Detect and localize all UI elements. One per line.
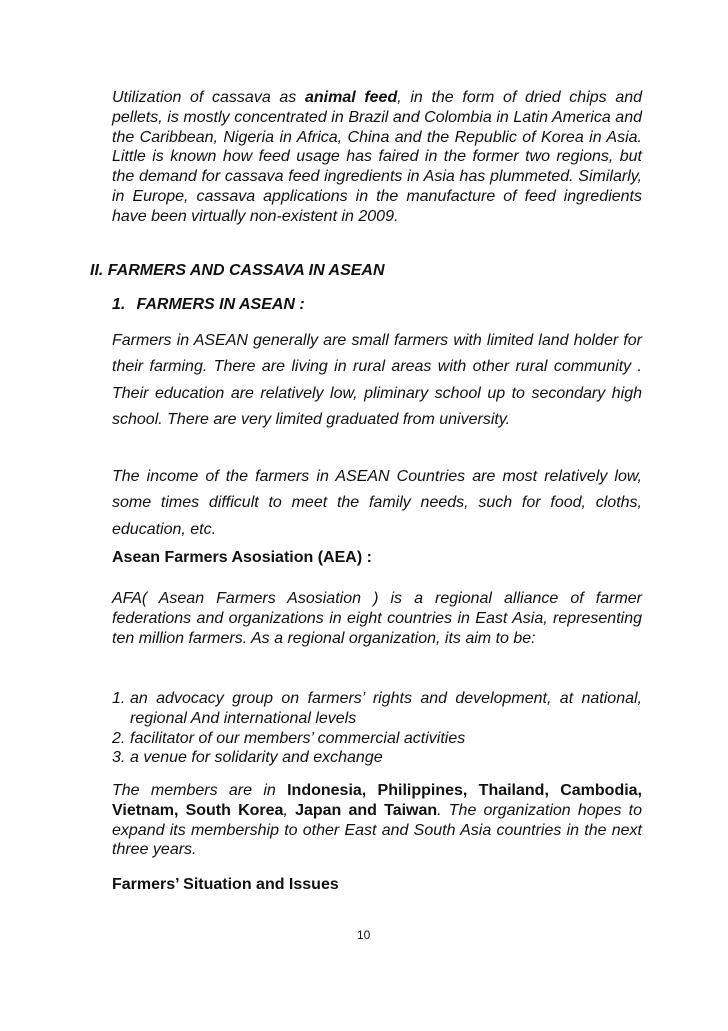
members-countries-b: Japan and Taiwan [295, 801, 438, 819]
intro-text-pre: Utilization of cassava as [112, 89, 305, 106]
subheading-text: FARMERS IN ASEAN : [136, 296, 305, 313]
subheading-number: 1. [112, 296, 126, 313]
list-item-text: an advocacy group on farmers’ rights and development, at national, regional And international levels [130, 690, 642, 727]
members-sep: , [283, 801, 296, 819]
aea-heading: Asean Farmers Asosiation (AEA) : [112, 549, 372, 566]
farmers-paragraph-2: The income of the farmers in ASEAN Countries are most relatively low, some times difficult to meet the family needs, such for food, cloths, education, etc. [112, 468, 642, 538]
members-text-pre: The members are in [112, 782, 288, 799]
intro-text-post: , in the form of dried chips and pellets, is mostly concentrated in Brazil and Colombia in Latin America and the Caribbean, Nigeria in Africa, China and the Republic of Korea in Asia. Little is known how feed usage has faired in the former two regions, but the demand for cassava feed ingredients in Asia has plummeted. Similarly, in Europe, cassava applications in the manufacture of feed ingredients have been virtually non-existent in 2009. [112, 89, 643, 225]
list-item [112, 729, 642, 749]
members-paragraph [112, 781, 642, 860]
members-text-post: . The organization hopes to expand its membership to other East and South Asia countries in the next three years. [112, 801, 642, 859]
list-item [112, 689, 642, 729]
intro-text-bold: animal feed [304, 89, 398, 106]
subheading [112, 296, 305, 314]
aea-intro-paragraph: AFA( Asean Farmers Asosiation ) is a regional alliance of farmer federations and organizations in eight countries in East Asia, representing ten million farmers. As a regional organization, its aim to be: [112, 590, 642, 647]
list-item-number: 1. [112, 690, 126, 707]
farmers-paragraph-1: Farmers in ASEAN generally are small farmers with limited land holder for their farming. There are living in rural areas with other rural community . Their education are relatively low, pliminary school up to secondary high school. There are very limited graduated from university. [112, 332, 642, 429]
list-item [112, 748, 642, 768]
list-item-number: 2. [112, 729, 126, 747]
section-heading: II. FARMERS AND CASSAVA IN ASEAN [90, 262, 385, 279]
list-item-text: a venue for solidarity and exchange [130, 749, 383, 767]
intro-paragraph [112, 88, 642, 227]
list-item-number: 3. [112, 749, 126, 767]
aims-list [112, 689, 642, 768]
page-number: 10 [357, 928, 371, 942]
issues-heading: Farmers’ Situation and Issues [112, 876, 339, 893]
members-countries-a: Indonesia, Philippines, Thailand, Cambodia, Vietnam, South Korea [112, 782, 642, 819]
list-item-text: facilitator of our members’ commercial activities [130, 729, 466, 747]
